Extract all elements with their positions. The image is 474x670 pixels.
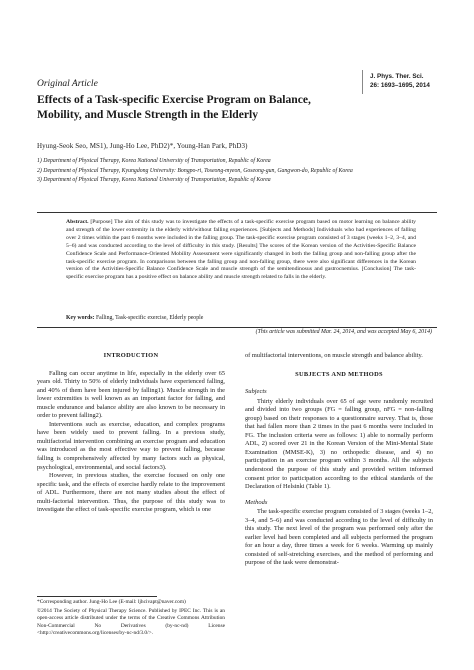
keywords: [66, 315, 416, 321]
intro-paragraph-3: However, in previous studies, the exercise focused on only one specific task, and the effects of exercise hardly relate to the improvement of ADL. Furthermore, there are not many studies about the effect of multi-factorial intervention. Thus, the purpose of this study was to investigate the effect of task-specific exercise program, which is one: [37, 472, 225, 514]
author-list: Hyung-Seok Seo, MS1), Jung-Ho Lee, PhD2)*, Young-Han Park, PhD3): [37, 142, 248, 150]
paper-title: Effects of a Task-specific Exercise Program on Balance, Mobility, and Muscle Strength in the Elderly: [37, 93, 311, 121]
affiliation-1: 1) Department of Physical Therapy, Korea National University of Transportation, Republic of Korea: [37, 158, 271, 164]
subjects-heading: Subjects: [245, 388, 267, 396]
journal-divider: [362, 70, 363, 94]
corresponding-author: *Corresponding author. Jung-Ho Lee (E-mail: ljhcivapt@naver.com): [37, 599, 186, 605]
right-column: [245, 352, 433, 568]
intro-paragraph-1: Falling can occur anytime in life, especially in the elderly over 65 years old. Thirty to 50% of elderly individuals have experienced falling, and 40% of them have been injured by falling1). Muscle strength in the lower extremities is well known as an important factor for falling, and muscle endurance and balance ability are also known to be necessary in order to prevent falling2).: [37, 369, 225, 420]
journal-name: J. Phys. Ther. Sci.: [370, 73, 424, 80]
intro-continuation: of multifactorial interventions, on muscle strength and balance ability.: [245, 352, 423, 359]
methods-heading: Methods: [245, 498, 268, 506]
methods-text: The task-specific exercise program consisted of 3 stages (weeks 1–2, 3–4, and 5–6) and was conducted according to the level of difficulty in this study. The next level of the program was performed only after the earlier level had been completed and all subjects performed the program for an hour a day, three times a week for 6 weeks. Warming up mainly consisted of self-stretching exercises, and the method of performing and purpose of the task were demonstrat-: [245, 508, 433, 567]
keywords-label: Key words:: [66, 315, 95, 321]
affiliation-3: 3) Department of Physical Therapy, Korea National University of Transportation, Republic of Korea: [37, 177, 271, 183]
left-column: [37, 352, 225, 515]
journal-info: [370, 72, 462, 90]
abstract-bottom-rule: [37, 327, 437, 328]
journal-volume: 26: 1693–1695, 2014: [370, 82, 430, 89]
abstract-label: Abstract.: [66, 219, 89, 225]
affiliations: [37, 157, 447, 186]
methods-section-heading: SUBJECTS AND METHODS: [295, 370, 383, 378]
abstract-text: [Purpose] The aim of this study was to investigate the effects of a task-specific exercise program based on motor learning on balance ability and strength of the lower extremity in the elderly with/without falling experiences. [Subjects and Methods] Individuals who had experiences of falling over 2 times within the past 6 months were included in the falling group. The task-specific exercise program consisted of 3 stages (weeks 1–2, 3–4, and 5–6) and was conducted according to the level of difficulty in this study. [Results] The scores of the Korean version of the Activities-Specific Balance Confidence Scale and Performance-Oriented Mobility Assessment were significantly changed in both the falling group and non-falling group after the task-specific exercise program. In comparisons between the falling group and non-falling group, there were also significant differences in the Korean version of the Activities-Specific Balance Confidence Scale and muscle strength of the semitendinosus and gastrocnemius. [Conclusion] The task-specific exercise program has a positive effect on balance ability and muscle strength related to falls in the elderly.: [66, 219, 416, 281]
abstract: [66, 219, 416, 282]
article-type: Original Article: [37, 79, 98, 89]
subjects-text: Thirty elderly individuals over 65 of age were randomly recruited and divided into two groups (FG = falling group, nFG = non-falling group) based on their responses to a questionnaire survey. That is, those that had fallen more than 2 times in the past 6 months were included in FG. The inclusion criteria were as follows: 1) able to normally perform ADL, 2) scored over 21 in the Korean Version of the Mini-Mental State Examination (MMSE-K), 3) no orthopedic disease, and 4) no participation in an exercise program within 3 months. All the subjects understood the purpose of this study and provided written informed consent prior to participation according to the ethical standards of the Declaration of Helsinki (Table 1).: [245, 397, 433, 491]
abstract-top-rule: [37, 212, 437, 213]
footnotes: [37, 599, 225, 639]
submission-dates: (This article was submitted Mar. 24, 2014, and was accepted May 6, 2014): [255, 329, 432, 335]
affiliation-2: 2) Department of Physical Therapy, Kyungdong University: Bongpo-ri, Toseong-myeon, Goseong-gun, Gangwon-do, Republic of Korea: [37, 167, 353, 174]
intro-heading: INTRODUCTION: [103, 352, 159, 359]
footnote-rule: [37, 596, 157, 597]
license-note: ©2014 The Society of Physical Therapy Science. Published by IPEC Inc. This is an open-access article distributed under the terms of the Creative Commons Attribution Non-Commercial No Derivatives (by-nc-nd) License <http://creativecommons.org/licenses/by-nc-nd/3.0/>.: [37, 607, 225, 636]
keywords-text: Falling, Task-specific exercise, Elderly people: [95, 315, 204, 321]
intro-paragraph-2: Interventions such as exercise, education, and complex programs have been widely used to prevent falling. In a previous study, multifactorial intervention combining an exercise program and education was introduced as the most effective way to prevent falling, because falling is comprehensively affected by many factors such as physical, psychological, environmental, and social factors3).: [37, 420, 225, 471]
